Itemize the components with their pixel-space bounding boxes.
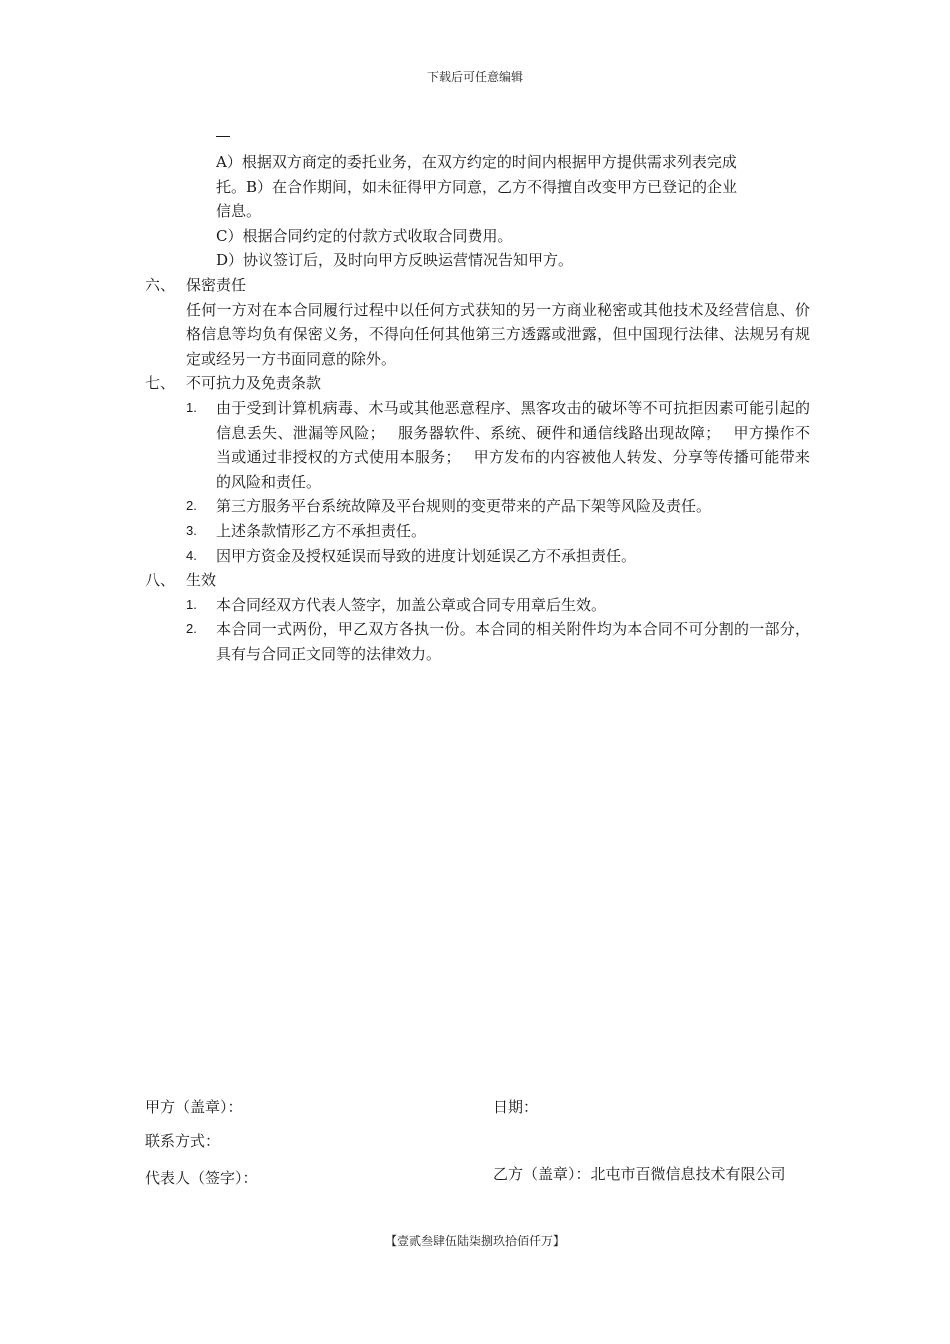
list-item [145, 593, 810, 618]
intro-line: 信息。 [216, 202, 262, 221]
contact-label: 联系方式： [145, 1132, 221, 1150]
section-seven-heading [145, 371, 810, 396]
list-number: 1. [186, 596, 197, 612]
list-item [145, 544, 810, 569]
section-title: 不可抗力及免责条款 [186, 374, 322, 393]
intro-line: C）根据合同约定的付款方式收取合同费用。 [216, 226, 513, 245]
date-label: 日期： [493, 1098, 539, 1116]
list-text: 第三方服务平台系统故障及平台规则的变更带来的产品下架等风险及责任。 [216, 497, 712, 516]
list-text: 由于受到计算机病毒、木马或其他恶意程序、黑客攻击的破坏等不可抗拒因素可能引起的信息丢失、泄漏等风险； 服务器软件、系统、硬件和通信线路出现故障； 甲方操作不当或通过非授权的方式使用本服务； 甲方发布的内容被他人转发、分享等传播可能带来的风险和责任。 [216, 398, 810, 491]
party-a-label: 甲方（盖章）： [145, 1098, 243, 1116]
dash-mark [216, 136, 230, 137]
list-item [145, 617, 810, 666]
list-text: 因甲方资金及授权延误而导致的进度计划延误乙方不承担责任。 [216, 546, 637, 565]
section-title: 生效 [186, 571, 217, 590]
section-six-heading [145, 273, 810, 298]
document-body [145, 150, 810, 666]
section-title: 保密责任 [186, 275, 247, 294]
section-number: 七、 [145, 374, 176, 393]
intro-line: 托。B）在合作期间，如未征得甲方同意，乙方不得擅自改变甲方已登记的企业 [216, 177, 738, 196]
list-text: 本合同经双方代表人签字，加盖公章或合同专用章后生效。 [216, 595, 607, 614]
list-number: 4. [186, 547, 197, 563]
representative-label: 代表人（签字）： [145, 1169, 258, 1187]
section-number: 六、 [145, 275, 176, 294]
intro-line: D）协议签订后，及时向甲方反映运营情况告知甲方。 [216, 251, 574, 270]
list-item [145, 519, 810, 544]
section-six-paragraph: 任何一方对在本合同履行过程中以任何方式获知的另一方商业秘密或其他技术及经营信息、价格信息等均负有保密义务，不得向任何其他第三方透露或泄露，但中国现行法律、法规另有规定或经另一方书面同意的除外。 [186, 300, 810, 368]
list-number: 2. [186, 498, 197, 514]
page-footer: 【壹贰叁肆伍陆柒捌玖拾佰仟万】 [384, 1234, 565, 1248]
list-number: 3. [186, 522, 197, 538]
section-number: 八、 [145, 571, 176, 590]
list-item [145, 494, 810, 519]
list-text: 上述条款情形乙方不承担责任。 [216, 521, 427, 540]
list-number: 2. [186, 621, 197, 637]
section-eight-heading [145, 568, 810, 593]
list-text: 本合同一式两份，甲乙双方各执一份。本合同的相关附件均为本合同不可分割的一部分，具有与合同正文同等的法律效力。 [216, 620, 810, 663]
list-item [145, 396, 810, 494]
intro-line: A）根据双方商定的委托业务，在双方约定的时间内根据甲方提供需求列表完成 [216, 153, 737, 171]
list-number: 1. [186, 399, 197, 415]
party-b-label: 乙方（盖章）：北屯市百微信息技术有限公司 [493, 1165, 786, 1183]
page-header: 下载后可任意编辑 [426, 70, 523, 84]
